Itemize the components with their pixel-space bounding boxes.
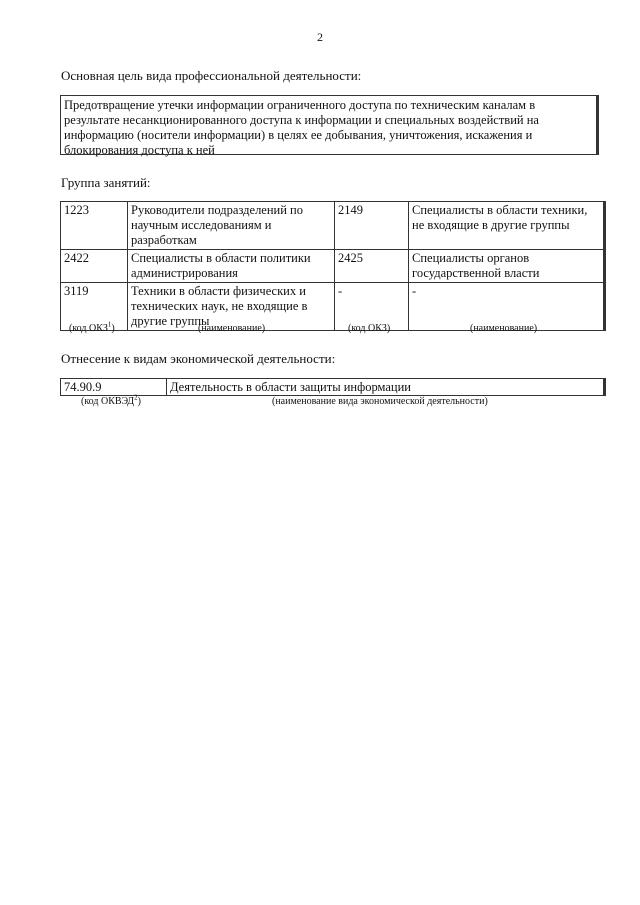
- table-row: [61, 379, 605, 396]
- okved-code-cell: 74.90.9: [61, 379, 167, 396]
- okz-code-cell: 2149: [335, 202, 409, 250]
- purpose-text: Предотвращение утечки информации ограниченного доступа по техническим каналам в результате несанкционированного доступа к информации и специальных воздействий на информацию (носители информации) в целях ее добывания, уничтожения, искажения и блокирования доступа к ней: [60, 95, 599, 155]
- table-row: [61, 202, 605, 250]
- occupation-name-cell: Руководители подразделений по научным исследованиям и разработкам: [128, 202, 335, 250]
- okz-code-cell: 1223: [61, 202, 128, 250]
- table-row: [61, 250, 605, 283]
- occupation-table: [60, 201, 606, 331]
- okz-code-cell: 3119: [61, 283, 128, 331]
- page-number: 2: [317, 30, 323, 44]
- purpose-title: Основная цель вида профессиональной деятельности:: [61, 68, 362, 83]
- okz-code-cell: -: [335, 283, 409, 331]
- okved-name-cell: Деятельность в области защиты информации: [167, 379, 605, 396]
- okved-name-caption: (наименование вида экономической деятельности): [272, 396, 488, 407]
- occupation-group-title: Группа занятий:: [61, 175, 151, 190]
- okved-table: [60, 378, 606, 396]
- name-caption: (наименование): [198, 323, 266, 334]
- occupation-name-cell: Специалисты в области политики администрирования: [128, 250, 335, 283]
- okz-code-cell: 2422: [61, 250, 128, 283]
- okz-code-cell: 2425: [335, 250, 409, 283]
- occupation-name-cell: -: [409, 283, 605, 331]
- okved-code-caption: (код ОКВЭД$^2$): [81, 393, 141, 407]
- occupation-name-cell: Специалисты в области техники, не входящие в другие группы: [409, 202, 605, 250]
- occupation-name-cell: Техники в области физических и технических наук, не входящие в другие группы: [128, 283, 335, 331]
- economic-activity-title: Отнесение к видам экономической деятельности:: [61, 351, 336, 366]
- okz-code-caption: (код ОКЗ$^1$): [69, 320, 115, 334]
- okz-code-caption-2: (код ОКЗ): [348, 323, 391, 334]
- name-caption-2: (наименование): [470, 323, 538, 334]
- occupation-name-cell: Специалисты органов государственной власти: [409, 250, 605, 283]
